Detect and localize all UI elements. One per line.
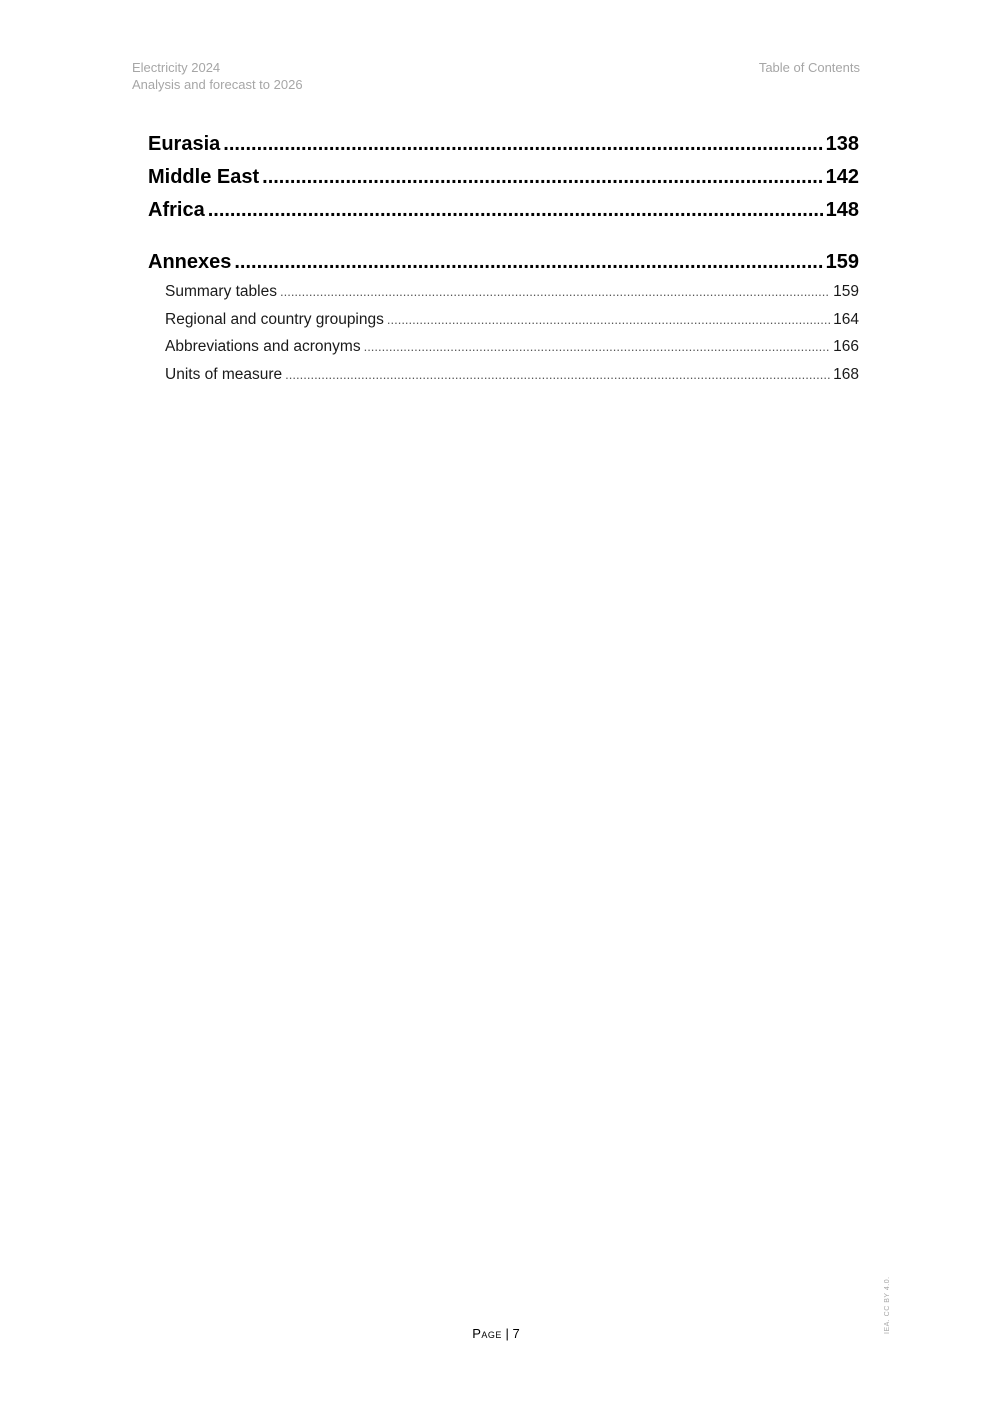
table-of-contents — [148, 131, 859, 392]
toc-entry-page: 142 — [825, 166, 859, 188]
toc-subentry-summary-tables[interactable] — [148, 282, 859, 310]
toc-entry-label: Middle East — [148, 166, 260, 188]
document-header-left — [132, 59, 303, 93]
page-separator: | — [501, 1326, 513, 1341]
toc-entry-label: Annexes — [148, 251, 232, 273]
toc-entry-page: 159 — [825, 251, 859, 273]
document-title: Electricity 2024 — [132, 60, 221, 75]
toc-subentry-label: Regional and country groupings — [165, 310, 384, 328]
document-subtitle: Analysis and forecast to 2026 — [132, 77, 303, 92]
toc-leader-dots — [208, 197, 823, 223]
toc-subentry-label: Summary tables — [165, 283, 277, 300]
toc-leader-dots — [364, 337, 831, 357]
page-footer — [0, 1326, 992, 1341]
toc-subentry-page: 159 — [833, 283, 859, 300]
toc-entry-label: Africa — [148, 199, 205, 221]
toc-entry-middle-east[interactable] — [148, 164, 859, 197]
section-title: Table of Contents — [758, 60, 860, 75]
license-note: IEA. CC BY 4.0. — [884, 1276, 891, 1334]
page-word: Page — [472, 1326, 502, 1341]
toc-leader-dots — [234, 249, 822, 275]
toc-entry-eurasia[interactable] — [148, 131, 859, 164]
toc-entry-page: 138 — [825, 133, 859, 155]
toc-entry-page: 148 — [825, 199, 859, 221]
toc-subentry-label: Units of measure — [165, 365, 283, 383]
page-number: 7 — [512, 1326, 520, 1341]
toc-subentry-page: 164 — [833, 310, 859, 328]
toc-leader-dots — [223, 131, 822, 157]
toc-entry-annexes[interactable] — [148, 249, 859, 282]
toc-subentry-abbreviations[interactable] — [148, 337, 859, 365]
toc-section-gap — [148, 230, 859, 249]
toc-subentry-page: 168 — [833, 365, 859, 383]
toc-subentry-label: Abbreviations and acronyms — [165, 338, 361, 356]
toc-leader-dots — [387, 310, 830, 330]
toc-leader-dots — [285, 365, 830, 385]
toc-subentry-regional-groupings[interactable] — [148, 310, 859, 338]
toc-entry-africa[interactable] — [148, 197, 859, 230]
toc-leader-dots — [262, 164, 822, 190]
toc-subentry-page: 166 — [833, 338, 859, 356]
toc-subentry-units-of-measure[interactable] — [148, 365, 859, 393]
toc-leader-dots — [280, 282, 830, 302]
toc-entry-label: Eurasia — [148, 133, 221, 155]
